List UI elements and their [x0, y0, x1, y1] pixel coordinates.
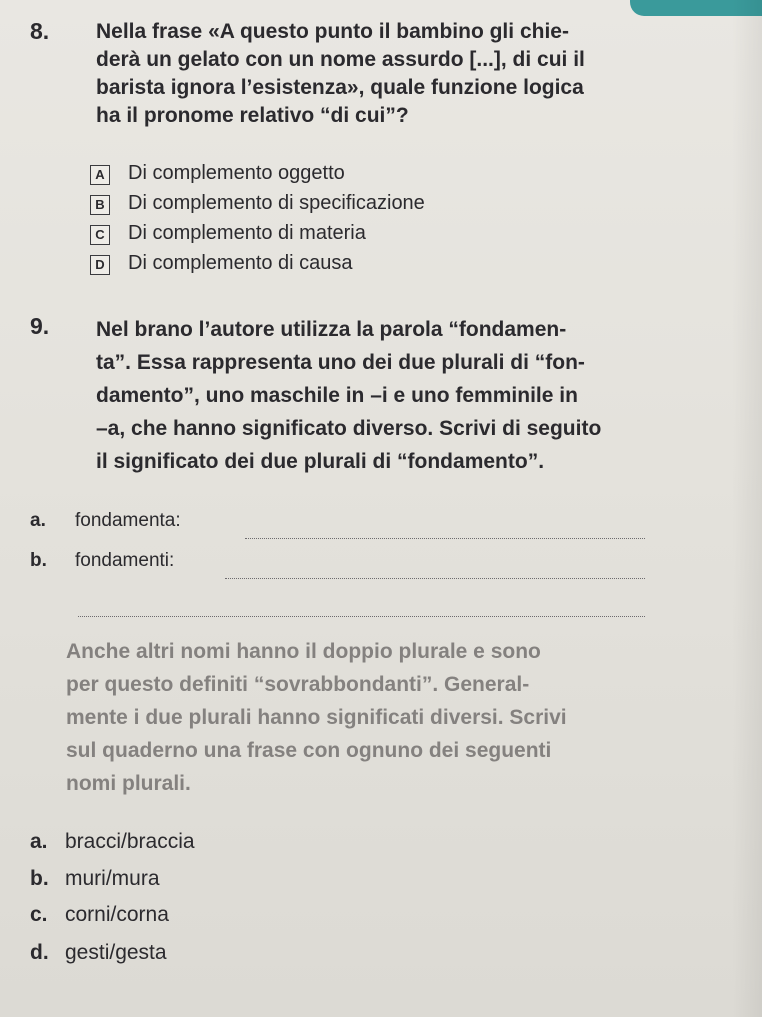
plural-word: muri/mura [65, 867, 160, 890]
option-letter-box[interactable]: B [90, 195, 110, 215]
question-8-text [96, 18, 696, 130]
answer-label: b. [30, 550, 47, 571]
question-8-line: Nella frase «A questo punto il bambino gli chie- [96, 20, 569, 43]
question-9-line: damento”, uno maschile in –i e uno femminile in [96, 384, 578, 407]
question-8-line: barista ignora l’esistenza», quale funzione logica [96, 76, 584, 99]
question-8-line: derà un gelato con un nome assurdo [...], di cui il [96, 48, 585, 71]
option-letter-box[interactable]: A [90, 165, 110, 185]
question-9-line: ta”. Essa rappresenta uno dei due plurali di “fon- [96, 351, 585, 374]
answer-line-b[interactable] [225, 578, 645, 579]
answer-word: fondamenta: [75, 510, 181, 531]
page-edge-shadow [732, 0, 762, 1017]
intro-line: sul quaderno una frase con ognuno dei seguenti [66, 739, 552, 762]
answer-line-a[interactable] [245, 538, 645, 539]
plural-word: corni/corna [65, 903, 169, 926]
question-9-number: 9. [30, 313, 50, 339]
plural-label: a. [30, 830, 48, 853]
plural-label: d. [30, 941, 49, 964]
answer-line-b-continued[interactable] [78, 616, 645, 617]
plural-label: c. [30, 903, 48, 926]
plural-word: gesti/gesta [65, 941, 167, 964]
option-text: Di complemento di specificazione [128, 192, 425, 214]
question-9-line: –a, che hanno significato diverso. Scrivi di seguito [96, 417, 602, 440]
question-9-line: Nel brano l’autore utilizza la parola “fondamen- [96, 318, 567, 341]
plural-label: b. [30, 867, 49, 890]
option-text: Di complemento di causa [128, 252, 353, 274]
question-8-line: ha il pronome relativo “di cui”? [96, 104, 409, 127]
intro-line: mente i due plurali hanno significati diversi. Scrivi [66, 706, 567, 729]
intro-line: nomi plurali. [66, 772, 191, 795]
answer-label: a. [30, 510, 46, 531]
option-letter-box[interactable]: D [90, 255, 110, 275]
question-9-text [96, 313, 696, 478]
question-9-line: il significato dei due plurali di “fondamento”. [96, 450, 545, 473]
question-8-number: 8. [30, 18, 50, 44]
option-text: Di complemento oggetto [128, 162, 345, 184]
answer-word: fondamenti: [75, 550, 175, 571]
option-letter-box[interactable]: C [90, 225, 110, 245]
intro-line: Anche altri nomi hanno il doppio plurale e sono [66, 640, 541, 663]
plural-word: bracci/braccia [65, 830, 195, 853]
option-text: Di complemento di materia [128, 222, 366, 244]
intro-paragraph [66, 635, 666, 800]
intro-line: per questo definiti “sovrabbondanti”. General- [66, 673, 530, 696]
